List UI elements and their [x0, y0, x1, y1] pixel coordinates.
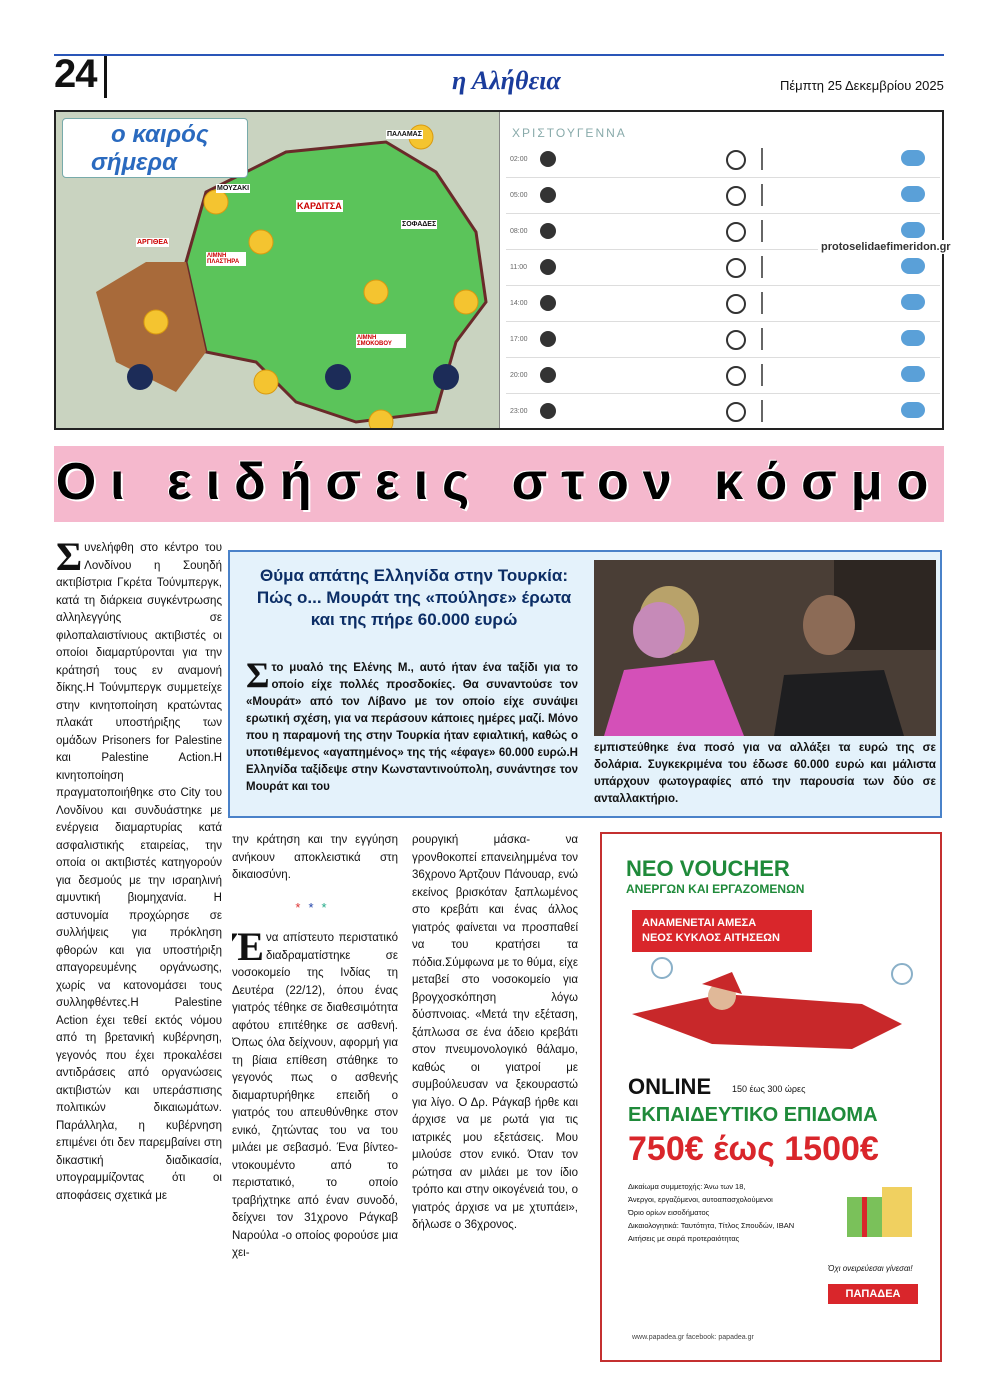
star-blue-icon: * — [308, 899, 322, 915]
weather-map — [56, 112, 499, 428]
weather-panel — [54, 110, 944, 430]
feature-text: το μυαλό της Ελένης Μ., αυτό ήταν ένα ταξίδι για το οποίο είχε πολλές προσδοκίες. Θα συναντούσε τον «Μουράτ» από τον Λίβανο με τον οποίο είχε συνάψει ερωτική σχέση, για να περάσουν κάποιες ημέρες μαζί. Μόνο που η παραμονή της στην Τουρκία ήταν εφιαλτική, καθώς ο υποτιθέμενος «αγαπημένος» της τής «έφαγε» 60.000 ευρώ.Η Ελληνίδα ταξίδεψε στην Κωνσταντινούπολη, συνάντησε τον Μουράτ και του — [246, 662, 578, 793]
clock-icon — [540, 223, 556, 239]
map-label-sofades: ΣΟΦΑΔΕΣ — [402, 221, 437, 228]
map-label-smokovou: ΛΙΜΝΗ ΣΜΟΚΟΒΟΥ — [356, 334, 406, 348]
weather-time: 08:00 — [510, 228, 528, 235]
ad-amount: 750€ έως 1500€ — [628, 1130, 879, 1168]
watermark: protoselidaefimeridon.gr — [818, 240, 954, 254]
weather-time: 17:00 — [510, 336, 528, 343]
dropcap: Σ — [246, 655, 270, 695]
clock-icon — [540, 187, 556, 203]
voucher-ad — [600, 832, 942, 1362]
article-text: να απίστευτο περιστατικό διαδραματίστηκε σε νοσοκομείο της Ινδίας τη Δευτέρα (22/12), όπου ένας γιατρός τέθηκε σε διαθεσιμότητα αφότου επιτέθηκε σε ασθενή. Όπως όλα δείχνουν, αφορμή για τη βίαια επίθεση στάθηκε το γεγονός πως ο ασθενής διαμαρτυρήθηκε επειδή ο γιατρός του απευθύνθηκε στον ενικό, ζητώντας του να του μιλάει με σεβασμό. Ένα βίντεο-ντοκουμέντο από το περιστατικό, το οποίο τραβήχτηκε από έναν συνοδό, δείχνει τον 31χρονο Ράγκαβ Ναρούλα -ο οποίος φορούσε μια χει- — [232, 932, 398, 1259]
feature-headline: Θύμα απάτης Ελληνίδα στην Τουρκία: Πώς ο... Μουράτ της «πούλησε» έρωτα και της πήρε 60.000 ευρώ — [256, 566, 572, 629]
feature-body — [246, 655, 578, 796]
wind-direction-icon — [726, 294, 746, 314]
weather-logo — [62, 118, 248, 178]
ad-title: ΝΕΟ VOUCHER — [626, 856, 790, 881]
ad-banner-line1: ΑΝΑΜΕΝΕΤΑΙ ΑΜΕΣΑ — [642, 917, 757, 929]
santa-illustration — [602, 954, 940, 1064]
ad-detail: Όριο ορίων εισοδήματος — [628, 1208, 710, 1217]
weather-time: 20:00 — [510, 372, 528, 379]
map-label-mouzaki: ΜΟΥΖΑΚΙ — [217, 185, 250, 192]
rain-cloud-icon — [901, 294, 925, 310]
rain-cloud-icon — [901, 186, 925, 202]
map-label-karditsa: ΚΑΡΔΙΤΣΑ — [297, 201, 342, 211]
ad-online: ONLINE — [628, 1074, 712, 1099]
clock-icon — [540, 403, 556, 419]
article-text: υνελήφθη στο κέντρο του Λονδίνου η Σουηδή ακτιβίστρια Γκρέτα Τούνμπεργκ, κατά τη διάρκεια συγκέντρωσης αλληλεγγύης σε φιλοπαλαιστίνιους ακτιβιστές οι οποίοι διαμαρτύρονται για την κράτησή τους εν αναμονή δίκης.Η Τούνμπεργκ συμμετείχε στην κινητοποίηση κρατώντας πλακάτ υποστήριξης των ομάδων Prisoners for Palestine και Palestine Action.Η κινητοποίηση πραγματοποιήθηκε στο City του Λονδίνου και συνδυάστηκε με ενέργεια διαμαρτυρίας κατά ασφαλιστικής εταιρείας, την οποία οι ακτιβιστές κατηγορούν για δεσμούς με την ισραηλινή αμυντική βιομηχανία. Η αστυνομία προχώρησε σε συλλήψεις για πρόκληση φθορών και για υποστήριξη απαγορευμένης οργάνωσης, χωρίς να κατονομάσει τους συλληφθέντες.Η Palestine Action έχει τεθεί εκτός νόμου από τη βρετανική κυβέρνηση, γεγονός που έχει προκαλέσει αντιδράσεις από οργανώσεις ακτιβιστών και υπεράσπισης πολιτικών δικαιωμάτων. Παράλληλα, η κυβέρνηση επιμένει ότι δεν παρεμβαίνει στη δικαστική διαδικασία, υπογραμμίζοντας ότι οι αποφάσεις σχετικά με — [56, 542, 222, 1202]
weather-time: 11:00 — [510, 264, 527, 271]
ad-detail: Άνεργοι, εργαζόμενοι, αυτοαπασχολούμενοι — [628, 1195, 773, 1204]
section-banner-title: Οι ειδήσεις στον κόσμο — [55, 453, 943, 511]
weather-row — [506, 178, 940, 214]
weather-row — [506, 322, 940, 358]
weather-time: 23:00 — [510, 408, 528, 415]
ad-detail: Δικαίωμα συμμετοχής: Άνω των 18, — [628, 1182, 746, 1191]
map-label-argithea: ΑΡΓΙΘΕΑ — [137, 239, 169, 246]
ad-contact: www.papadea.gr facebook: papadea.gr — [632, 1334, 754, 1341]
weather-row — [506, 142, 940, 178]
article-text: την κράτηση και την εγγύηση ανήκουν αποκλειστικά στη δικαιοσύνη. — [232, 834, 398, 881]
separator-stars — [232, 899, 398, 917]
windmill-icon — [761, 400, 763, 422]
weather-logo-line2: σήμερα — [91, 149, 177, 176]
rain-cloud-icon — [901, 258, 925, 274]
dropcap: Έ — [232, 924, 264, 969]
article-india-part1 — [232, 832, 398, 1362]
dateline: Πέμπτη 25 Δεκεμβρίου 2025 — [780, 78, 944, 93]
ad-brand: ΠΑΠΑΔΕΑ — [828, 1284, 918, 1304]
windmill-icon — [761, 328, 763, 350]
article-text: ρουργική μάσκα- να γρονθοκοπεί επανειλημμένα τον 36χρονο Άρτζουν Πάνουαρ, ενώ εκείνος βρισκόταν ξαπλωμένος στο κρεβάτι και ένας άλλος γιατρός φαίνεται να προσπαθεί να του κρατήσει τα πόδια.Σύμφωνα με το θύμα, είχε μεταβεί στο νοσοκομείο για βρογχοσκόπηση λόγω δύσπνοιας. «Μετά την εξέταση, ξάπλωσα σε ένα άδειο κρεβάτι στον πνευμονολογικό θάλαμο, καθώς οι γιατροί με συμβούλευσαν να ξεκουραστώ για λίγο. Ο Δρ. Ράγκαβ ήρθε και άρχισε να με ρωτά για τις ιατρικές μου εξετάσεις. Μου μιλούσε στον ενικό. Όταν τον ρώτησα αν μιλάει με τον ίδιο τρόπο και στην οικογένειά του, ο γιατρός άρχισε να με χτυπάει», δήλωσε ο 36χρονος. — [412, 834, 578, 1231]
windmill-icon — [761, 292, 763, 314]
ad-grant: ΕΚΠΑΙΔΕΥΤΙΚΟ ΕΠΙΔΟΜΑ — [628, 1104, 878, 1126]
weather-row — [506, 394, 940, 430]
feature-caption: εμπιστεύθηκε ένα ποσό για να αλλάξει τα ευρώ της σε δολάρια. Συγκεκριμένα του έδωσε 60.000 ευρώ και μάλιστα υπάρχουν φωτογραφίες από την παρουσία των δύο σε ανταλλακτήριο. — [594, 742, 936, 805]
weather-time: 05:00 — [510, 192, 528, 199]
windmill-icon — [761, 364, 763, 386]
weather-time: 02:00 — [510, 156, 528, 163]
windmill-icon — [761, 184, 763, 206]
rain-cloud-icon — [901, 150, 925, 166]
wind-direction-icon — [726, 186, 746, 206]
map-label-plastira: ΛΙΜΝΗ ΠΛΑΣΤΗΡΑ — [206, 252, 246, 266]
map-label-palamas: ΠΑΛΑΜΑΣ — [387, 131, 422, 138]
page-number-bar — [104, 56, 107, 98]
ad-slogan: Όχι ονειρεύεσαι γίνεσαι! — [828, 1264, 913, 1273]
article-thunberg — [56, 540, 222, 1360]
weather-logo-line1: ο καιρός — [111, 121, 209, 148]
weather-table — [499, 112, 942, 428]
wind-direction-icon — [726, 150, 746, 170]
ad-detail: Δικαιολογητικά: Ταυτότητα, Τίτλος Σπουδών, ΙΒΑΝ — [628, 1221, 795, 1230]
wind-direction-icon — [726, 222, 746, 242]
wind-direction-icon — [726, 402, 746, 422]
feature-photo — [594, 560, 936, 736]
weather-row — [506, 250, 940, 286]
ad-detail: Αιτήσεις με σειρά προτεραιότητας — [628, 1234, 740, 1243]
ad-hours: 150 έως 300 ώρες — [732, 1084, 806, 1094]
clock-icon — [540, 259, 556, 275]
article-india-part2 — [412, 832, 578, 1362]
rain-cloud-icon — [901, 402, 925, 418]
windmill-icon — [761, 220, 763, 242]
clock-icon — [540, 295, 556, 311]
weather-table-title: ΧΡΙΣΤΟΥΓΕΝΝΑ — [512, 126, 627, 140]
windmill-icon — [761, 148, 763, 170]
ad-banner-line2: ΝΕΟΣ ΚΥΚΛΟΣ ΑΙΤΗΣΕΩΝ — [642, 932, 780, 944]
wind-direction-icon — [726, 258, 746, 278]
clock-icon — [540, 151, 556, 167]
rain-cloud-icon — [901, 330, 925, 346]
ad-red-banner — [632, 910, 812, 952]
masthead: η Αλήθεια — [452, 66, 561, 95]
wind-direction-icon — [726, 330, 746, 350]
page-number: 24 — [54, 52, 97, 96]
weather-row — [506, 286, 940, 322]
star-green-icon: * — [321, 899, 335, 915]
weather-row — [506, 358, 940, 394]
clock-icon — [540, 367, 556, 383]
rain-cloud-icon — [901, 222, 925, 238]
windmill-icon — [761, 256, 763, 278]
top-rule — [54, 54, 944, 56]
rain-cloud-icon — [901, 366, 925, 382]
clock-icon — [540, 331, 556, 347]
wind-direction-icon — [726, 366, 746, 386]
star-red-icon: * — [295, 899, 309, 915]
weather-time: 14:00 — [510, 300, 528, 307]
ad-details — [628, 1180, 818, 1245]
ad-subtitle: ΑΝΕΡΓΩΝ ΚΑΙ ΕΡΓΑΖΟΜΕΝΩΝ — [626, 882, 805, 896]
dropcap: Σ — [56, 540, 83, 579]
gift-icon — [842, 1172, 922, 1242]
photo-graphic — [594, 560, 936, 736]
